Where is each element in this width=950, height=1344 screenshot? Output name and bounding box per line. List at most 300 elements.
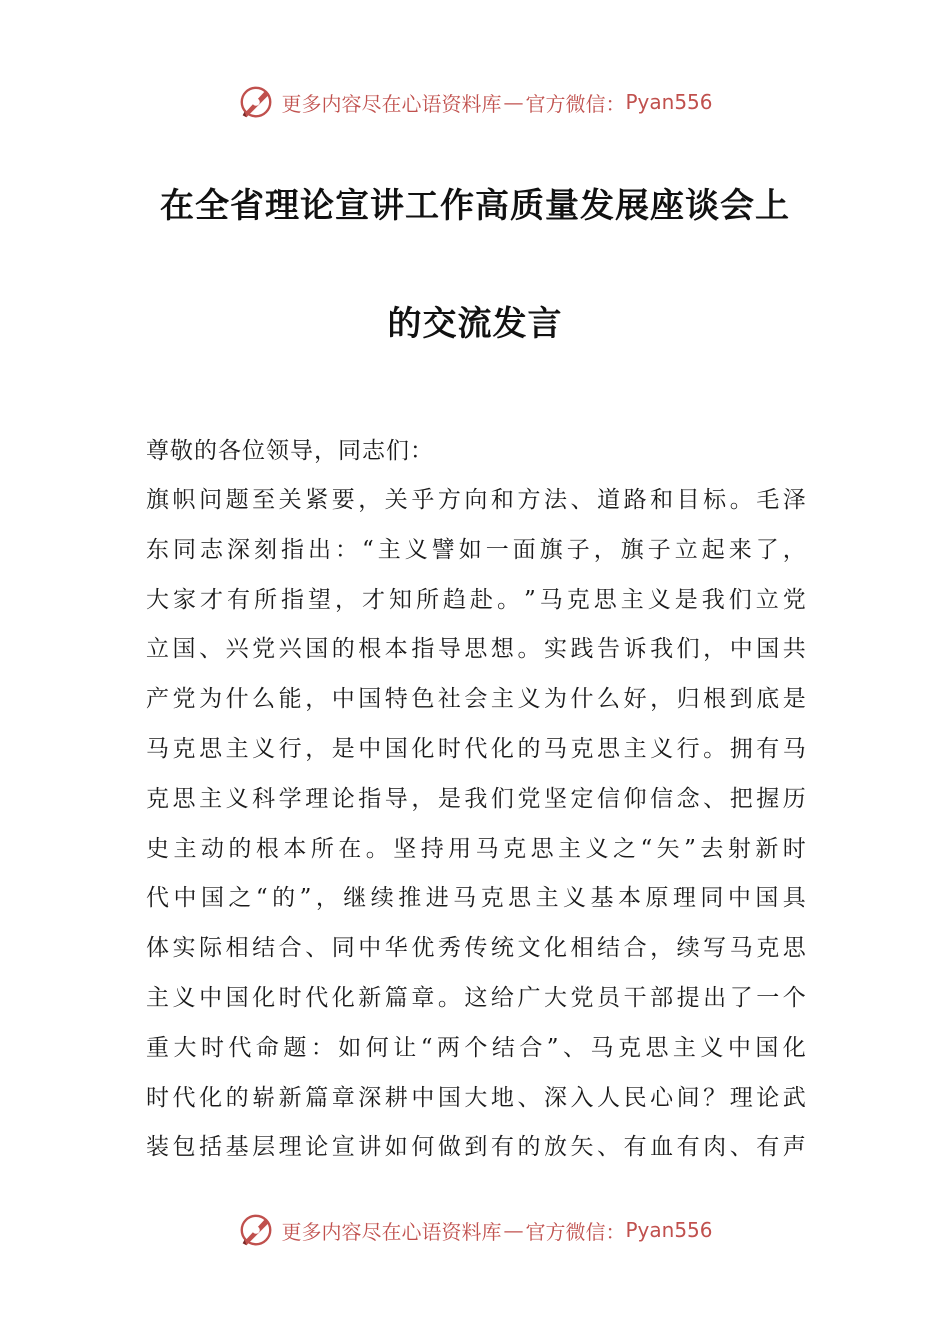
text-char: ， xyxy=(305,735,329,762)
text-char: 义 xyxy=(225,785,249,812)
text-char: 崭 xyxy=(252,1084,276,1111)
text-char: 基 xyxy=(590,885,614,912)
text-char: 马 xyxy=(453,885,477,912)
text-char: 主 xyxy=(558,835,582,862)
pen-circle-icon xyxy=(237,1211,275,1249)
text-char: 思 xyxy=(172,785,196,812)
text-char: 这 xyxy=(464,984,488,1011)
text-char: 论 xyxy=(756,1084,780,1111)
text-char: 会 xyxy=(464,686,488,713)
text-char: 代 xyxy=(146,885,169,912)
text-char: 家 xyxy=(173,586,196,613)
text-char: 国 xyxy=(437,1084,461,1111)
text-char: 好 xyxy=(623,686,647,713)
text-char: 帜 xyxy=(172,487,196,513)
paragraph-line xyxy=(146,532,806,582)
text-char: 所 xyxy=(310,835,334,862)
text-char: 子 xyxy=(647,536,671,563)
text-char: 仰 xyxy=(623,785,647,812)
text-char: 思 xyxy=(645,1034,669,1061)
text-char: 篇 xyxy=(384,984,408,1011)
text-char: 中 xyxy=(358,735,382,762)
text-char: 旗 xyxy=(620,536,644,563)
text-char: 是 xyxy=(331,735,355,762)
text-char: 所 xyxy=(416,586,439,613)
paragraph-line xyxy=(146,1030,806,1080)
text-char: ， xyxy=(782,536,806,563)
text-char: 为 xyxy=(199,686,223,713)
text-char: 义 xyxy=(585,835,609,862)
text-char: 大 xyxy=(146,586,169,613)
text-char: ， xyxy=(315,885,339,912)
text-char: ， xyxy=(411,785,435,812)
text-char: 声 xyxy=(782,1134,806,1161)
text-char: 代 xyxy=(172,1084,196,1111)
text-char: 、 xyxy=(517,1084,541,1111)
text-char: 国 xyxy=(755,885,779,912)
text-char: 根 xyxy=(255,835,279,862)
text-char: 克 xyxy=(570,735,594,762)
text-char: ， xyxy=(593,536,617,563)
text-char: 理 xyxy=(729,1084,753,1111)
text-char: 思 xyxy=(199,735,223,762)
text-char: 么 xyxy=(252,686,276,713)
text-char: 干 xyxy=(623,984,647,1011)
text-char: ” xyxy=(524,586,536,613)
text-char: 、 xyxy=(729,1134,753,1161)
paragraph-line xyxy=(146,781,806,831)
text-char: 主 xyxy=(535,885,559,912)
text-char: 合 xyxy=(519,1034,543,1061)
text-char: 射 xyxy=(727,835,751,862)
text-char: 义 xyxy=(252,735,276,762)
body-paragraph xyxy=(146,482,806,1179)
text-char: 体 xyxy=(146,935,169,962)
text-char: 装 xyxy=(146,1134,169,1161)
text-char: 宣 xyxy=(331,1134,355,1161)
text-char: 么 xyxy=(597,686,621,713)
text-char: 矢 xyxy=(570,1134,594,1161)
text-char: 化 xyxy=(543,935,567,962)
text-char: 在 xyxy=(338,835,362,862)
text-char: 化 xyxy=(331,984,355,1011)
text-char: 一 xyxy=(485,536,509,563)
text-char: 国 xyxy=(755,1034,779,1061)
text-char: 紧 xyxy=(305,487,329,513)
text-char: 进 xyxy=(425,885,449,912)
text-char: 社 xyxy=(437,686,461,713)
watermark-dash: — xyxy=(503,90,524,114)
text-char: 克 xyxy=(503,835,527,862)
text-char: 义 xyxy=(700,1034,724,1061)
text-char: 部 xyxy=(650,984,674,1011)
text-char: 兴 xyxy=(225,636,249,663)
text-char: 新 xyxy=(358,984,382,1011)
text-char: 党 xyxy=(782,586,806,613)
text-char: 两 xyxy=(436,1034,460,1061)
paragraph-line xyxy=(146,880,806,930)
text-char: 包 xyxy=(172,1134,196,1161)
text-char: 史 xyxy=(146,835,169,862)
text-char: 有 xyxy=(490,1134,514,1161)
text-char: 员 xyxy=(597,984,621,1011)
text-char: 行 xyxy=(676,735,700,762)
text-char: 坚 xyxy=(393,835,417,862)
document-title-line-1: 在全省理论宣讲工作高质量发展座谈会上 xyxy=(160,186,790,226)
text-char: 关 xyxy=(278,487,302,513)
text-char: 毛 xyxy=(756,487,780,513)
text-char: 什 xyxy=(225,686,249,713)
text-char: 广 xyxy=(517,984,541,1011)
text-char: 国 xyxy=(225,984,249,1011)
text-char: 基 xyxy=(225,1134,249,1161)
paragraph-line xyxy=(146,681,806,731)
text-char: ， xyxy=(335,586,358,613)
text-char: 之 xyxy=(612,835,636,862)
text-char: 写 xyxy=(703,935,727,962)
text-char: 的 xyxy=(331,636,355,663)
text-char: 深 xyxy=(227,536,250,563)
text-char: 代 xyxy=(305,984,329,1011)
text-char: 志 xyxy=(200,536,223,563)
text-char: 化 xyxy=(411,735,435,762)
text-char: 想 xyxy=(490,636,514,663)
text-char: 大 xyxy=(464,1084,488,1111)
salutation: 尊敬的各位领导，同志们： xyxy=(146,438,434,464)
text-char: 克 xyxy=(617,1034,641,1061)
text-char: 出 xyxy=(703,984,727,1011)
document-title-line-2: 的交流发言 xyxy=(387,304,563,344)
text-char: 归 xyxy=(676,686,700,713)
text-char: 指 xyxy=(281,536,304,563)
text-char: 的 xyxy=(225,1084,249,1111)
text-char: 括 xyxy=(199,1134,223,1161)
text-char: 道 xyxy=(597,487,621,513)
text-char: 党 xyxy=(517,785,541,812)
text-char: 们 xyxy=(676,636,700,663)
text-char: 本 xyxy=(617,885,641,912)
text-char: 耕 xyxy=(384,1084,408,1111)
text-char: 立 xyxy=(146,636,169,663)
text-char: 同 xyxy=(331,935,355,962)
text-char: 中 xyxy=(173,885,197,912)
text-char: 把 xyxy=(729,785,753,812)
text-char: 指 xyxy=(281,586,304,613)
text-char: 让 xyxy=(393,1034,417,1061)
text-char: 践 xyxy=(570,636,594,663)
text-char: 思 xyxy=(593,586,617,613)
text-char: ： xyxy=(310,1034,334,1061)
text-char: 优 xyxy=(411,935,435,962)
text-char: 肉 xyxy=(703,1134,727,1161)
text-char: ： xyxy=(335,536,358,563)
text-char: 是 xyxy=(674,586,698,613)
text-char: “ xyxy=(420,1034,433,1061)
text-char: 色 xyxy=(411,686,435,713)
text-char: 国 xyxy=(358,686,382,713)
text-char: 关 xyxy=(384,487,408,513)
text-char: ， xyxy=(358,487,382,513)
text-char: 论 xyxy=(305,1134,329,1161)
text-char: 理 xyxy=(672,885,696,912)
text-char: 民 xyxy=(623,1084,647,1111)
text-char: 传 xyxy=(464,935,488,962)
text-char: 合 xyxy=(623,935,647,962)
text-char: 拥 xyxy=(729,735,753,762)
text-char: 是 xyxy=(782,686,806,713)
text-char: 化 xyxy=(199,1084,223,1111)
text-char: 克 xyxy=(480,885,504,912)
text-char: “ xyxy=(362,536,374,563)
text-char: ， xyxy=(305,686,329,713)
text-char: 国 xyxy=(384,735,408,762)
text-char: 。 xyxy=(437,984,461,1011)
text-char: 际 xyxy=(199,935,223,962)
watermark-brand: 更多内容尽在心语资料库 xyxy=(281,1219,502,1244)
text-char: 结 xyxy=(597,935,621,962)
text-char: 赴 xyxy=(470,586,493,613)
text-char: 间 xyxy=(676,1084,700,1111)
text-char: 马 xyxy=(543,735,567,762)
text-char: 推 xyxy=(398,885,422,912)
text-char: 。 xyxy=(703,735,727,762)
text-char: 指 xyxy=(411,636,435,663)
text-char: 义 xyxy=(172,984,196,1011)
text-char: 科 xyxy=(252,785,276,812)
text-char: 思 xyxy=(508,885,532,912)
text-char: 克 xyxy=(146,785,169,812)
text-char: 有 xyxy=(676,1134,700,1161)
text-char: 法 xyxy=(543,487,567,513)
text-char: 秀 xyxy=(437,935,461,962)
text-char: 去 xyxy=(700,835,724,862)
text-char: 方 xyxy=(437,487,461,513)
text-char: 实 xyxy=(172,935,196,962)
text-char: 定 xyxy=(570,785,594,812)
text-char: 根 xyxy=(358,636,382,663)
text-char: 。 xyxy=(497,586,520,613)
text-char: ？ xyxy=(703,1084,727,1111)
text-char: 产 xyxy=(146,686,169,713)
text-char: 主 xyxy=(225,735,249,762)
text-char: 诉 xyxy=(623,636,647,663)
text-char: 提 xyxy=(676,984,700,1011)
text-char: 马 xyxy=(729,935,753,962)
text-char: 章 xyxy=(331,1084,355,1111)
text-char: 如 xyxy=(338,1034,362,1061)
text-char: 义 xyxy=(404,536,428,563)
text-char: 动 xyxy=(200,835,224,862)
text-char: 义 xyxy=(650,735,674,762)
watermark-brand: 更多内容尽在心语资料库 xyxy=(281,91,502,116)
text-char: 握 xyxy=(756,785,780,812)
text-char: 和 xyxy=(490,487,514,513)
watermark-official-label: 官方微信： xyxy=(525,1219,626,1244)
text-char: 持 xyxy=(420,835,444,862)
paragraph-line xyxy=(146,731,806,781)
text-char: 。 xyxy=(729,487,753,513)
text-char: 导 xyxy=(384,785,408,812)
text-char: 要 xyxy=(331,487,355,513)
text-char: 思 xyxy=(464,636,488,663)
text-char: 有 xyxy=(756,1134,780,1161)
text-char: ， xyxy=(650,686,674,713)
text-char: 坚 xyxy=(543,785,567,812)
paragraph-line xyxy=(146,631,806,681)
text-char: 。 xyxy=(517,636,541,663)
text-char: 的 xyxy=(228,835,252,862)
text-char: “ xyxy=(640,835,653,862)
text-char: 中 xyxy=(331,686,355,713)
text-char: 华 xyxy=(384,935,408,962)
text-char: 有 xyxy=(756,735,780,762)
text-char: 望 xyxy=(308,586,331,613)
text-char: 什 xyxy=(570,686,594,713)
text-char: 马 xyxy=(475,835,499,862)
text-char: 之 xyxy=(228,885,252,912)
text-char: 做 xyxy=(437,1134,461,1161)
text-char: 同 xyxy=(173,536,196,563)
text-char: 主 xyxy=(173,835,197,862)
text-char: 继 xyxy=(343,885,367,912)
text-char: 和 xyxy=(650,487,674,513)
text-char: 党 xyxy=(252,636,276,663)
text-char: 主 xyxy=(623,735,647,762)
text-char: 有 xyxy=(227,586,250,613)
text-char: 矢 xyxy=(656,835,680,862)
text-char: 结 xyxy=(252,935,276,962)
text-char: 譬 xyxy=(431,536,455,563)
text-char: 为 xyxy=(543,686,567,713)
text-char: 中 xyxy=(358,935,382,962)
text-char: 一 xyxy=(756,984,780,1011)
text-char: 国 xyxy=(756,636,780,663)
text-char: 念 xyxy=(676,785,700,812)
text-char: 我 xyxy=(464,785,488,812)
text-char: 出 xyxy=(308,536,331,563)
pen-circle-icon xyxy=(237,83,275,121)
text-char: ” xyxy=(684,835,696,862)
text-char: 相 xyxy=(225,935,249,962)
text-char: 合 xyxy=(278,935,302,962)
text-char: 中 xyxy=(727,885,751,912)
text-char: 有 xyxy=(623,1134,647,1161)
text-char: 本 xyxy=(384,636,408,663)
text-char: 主 xyxy=(377,536,401,563)
text-char: 新 xyxy=(278,1084,302,1111)
text-char: 主 xyxy=(490,686,514,713)
text-char: 目 xyxy=(676,487,700,513)
text-char: 武 xyxy=(782,1084,806,1111)
text-char: 血 xyxy=(650,1134,674,1161)
text-char: ” xyxy=(299,885,312,912)
text-char: 理 xyxy=(278,1134,302,1161)
text-char: 新 xyxy=(755,835,779,862)
paragraph-line xyxy=(146,980,806,1030)
text-char: 的 xyxy=(517,1134,541,1161)
text-char: 放 xyxy=(543,1134,567,1161)
text-char: 主 xyxy=(672,1034,696,1061)
text-char: 中 xyxy=(199,984,223,1011)
text-char: 大 xyxy=(543,984,567,1011)
text-char: 时 xyxy=(146,1084,169,1111)
text-char: 、 xyxy=(570,487,594,513)
text-char: 马 xyxy=(782,735,806,762)
text-char: 到 xyxy=(729,686,753,713)
text-char: 如 xyxy=(458,536,482,563)
text-char: 根 xyxy=(703,686,727,713)
paragraph-line xyxy=(146,482,806,532)
text-char: 时 xyxy=(782,835,806,862)
text-char: 方 xyxy=(517,487,541,513)
text-char: 的 xyxy=(272,885,296,912)
text-char: 本 xyxy=(283,835,307,862)
header-watermark xyxy=(0,82,950,122)
watermark-wechat-id: Pyan556 xyxy=(625,1218,713,1242)
text-char: 国 xyxy=(172,636,196,663)
watermark-dash: — xyxy=(503,1218,524,1242)
text-char: 实 xyxy=(543,636,567,663)
text-char: 、 xyxy=(703,785,727,812)
text-char: 党 xyxy=(172,686,196,713)
text-char: 深 xyxy=(543,1084,567,1111)
text-char: 何 xyxy=(411,1134,435,1161)
text-char: 大 xyxy=(173,1034,197,1061)
text-char: 路 xyxy=(623,487,647,513)
paragraph-line xyxy=(146,1080,806,1130)
text-char: 到 xyxy=(464,1134,488,1161)
text-char: 相 xyxy=(570,935,594,962)
text-char: 了 xyxy=(755,536,779,563)
text-char: 主 xyxy=(199,785,223,812)
text-char: 思 xyxy=(530,835,554,862)
text-char: 向 xyxy=(464,487,488,513)
text-char: 信 xyxy=(597,785,621,812)
text-char: 具 xyxy=(782,885,806,912)
text-char: 马 xyxy=(146,735,169,762)
text-char: 化 xyxy=(490,735,514,762)
text-char: 国 xyxy=(305,636,329,663)
paragraph-line xyxy=(146,831,806,881)
text-char: 马 xyxy=(539,586,563,613)
text-char: 中 xyxy=(729,636,753,663)
text-char: 如 xyxy=(384,1134,408,1161)
text-char: 题 xyxy=(283,1034,307,1061)
text-char: 命 xyxy=(255,1034,279,1061)
text-char: 。 xyxy=(365,835,389,862)
text-char: 、 xyxy=(597,1134,621,1161)
text-char: 义 xyxy=(563,885,587,912)
text-char: 主 xyxy=(146,984,169,1011)
text-char: 历 xyxy=(782,785,806,812)
text-char: 时 xyxy=(437,735,461,762)
text-char: 立 xyxy=(674,536,698,563)
text-char: 马 xyxy=(590,1034,614,1061)
text-char: ， xyxy=(650,935,674,962)
text-char: 标 xyxy=(703,487,727,513)
text-char: 中 xyxy=(727,1034,751,1061)
text-char: 思 xyxy=(597,735,621,762)
watermark-wechat-id: Pyan556 xyxy=(625,90,713,114)
text-char: 个 xyxy=(464,1034,488,1061)
text-char: 的 xyxy=(517,735,541,762)
text-char: 是 xyxy=(437,785,461,812)
paragraph-line xyxy=(146,582,806,632)
text-char: 地 xyxy=(490,1084,514,1111)
text-char: 才 xyxy=(200,586,223,613)
text-char: 我 xyxy=(650,636,674,663)
text-char: 给 xyxy=(490,984,514,1011)
